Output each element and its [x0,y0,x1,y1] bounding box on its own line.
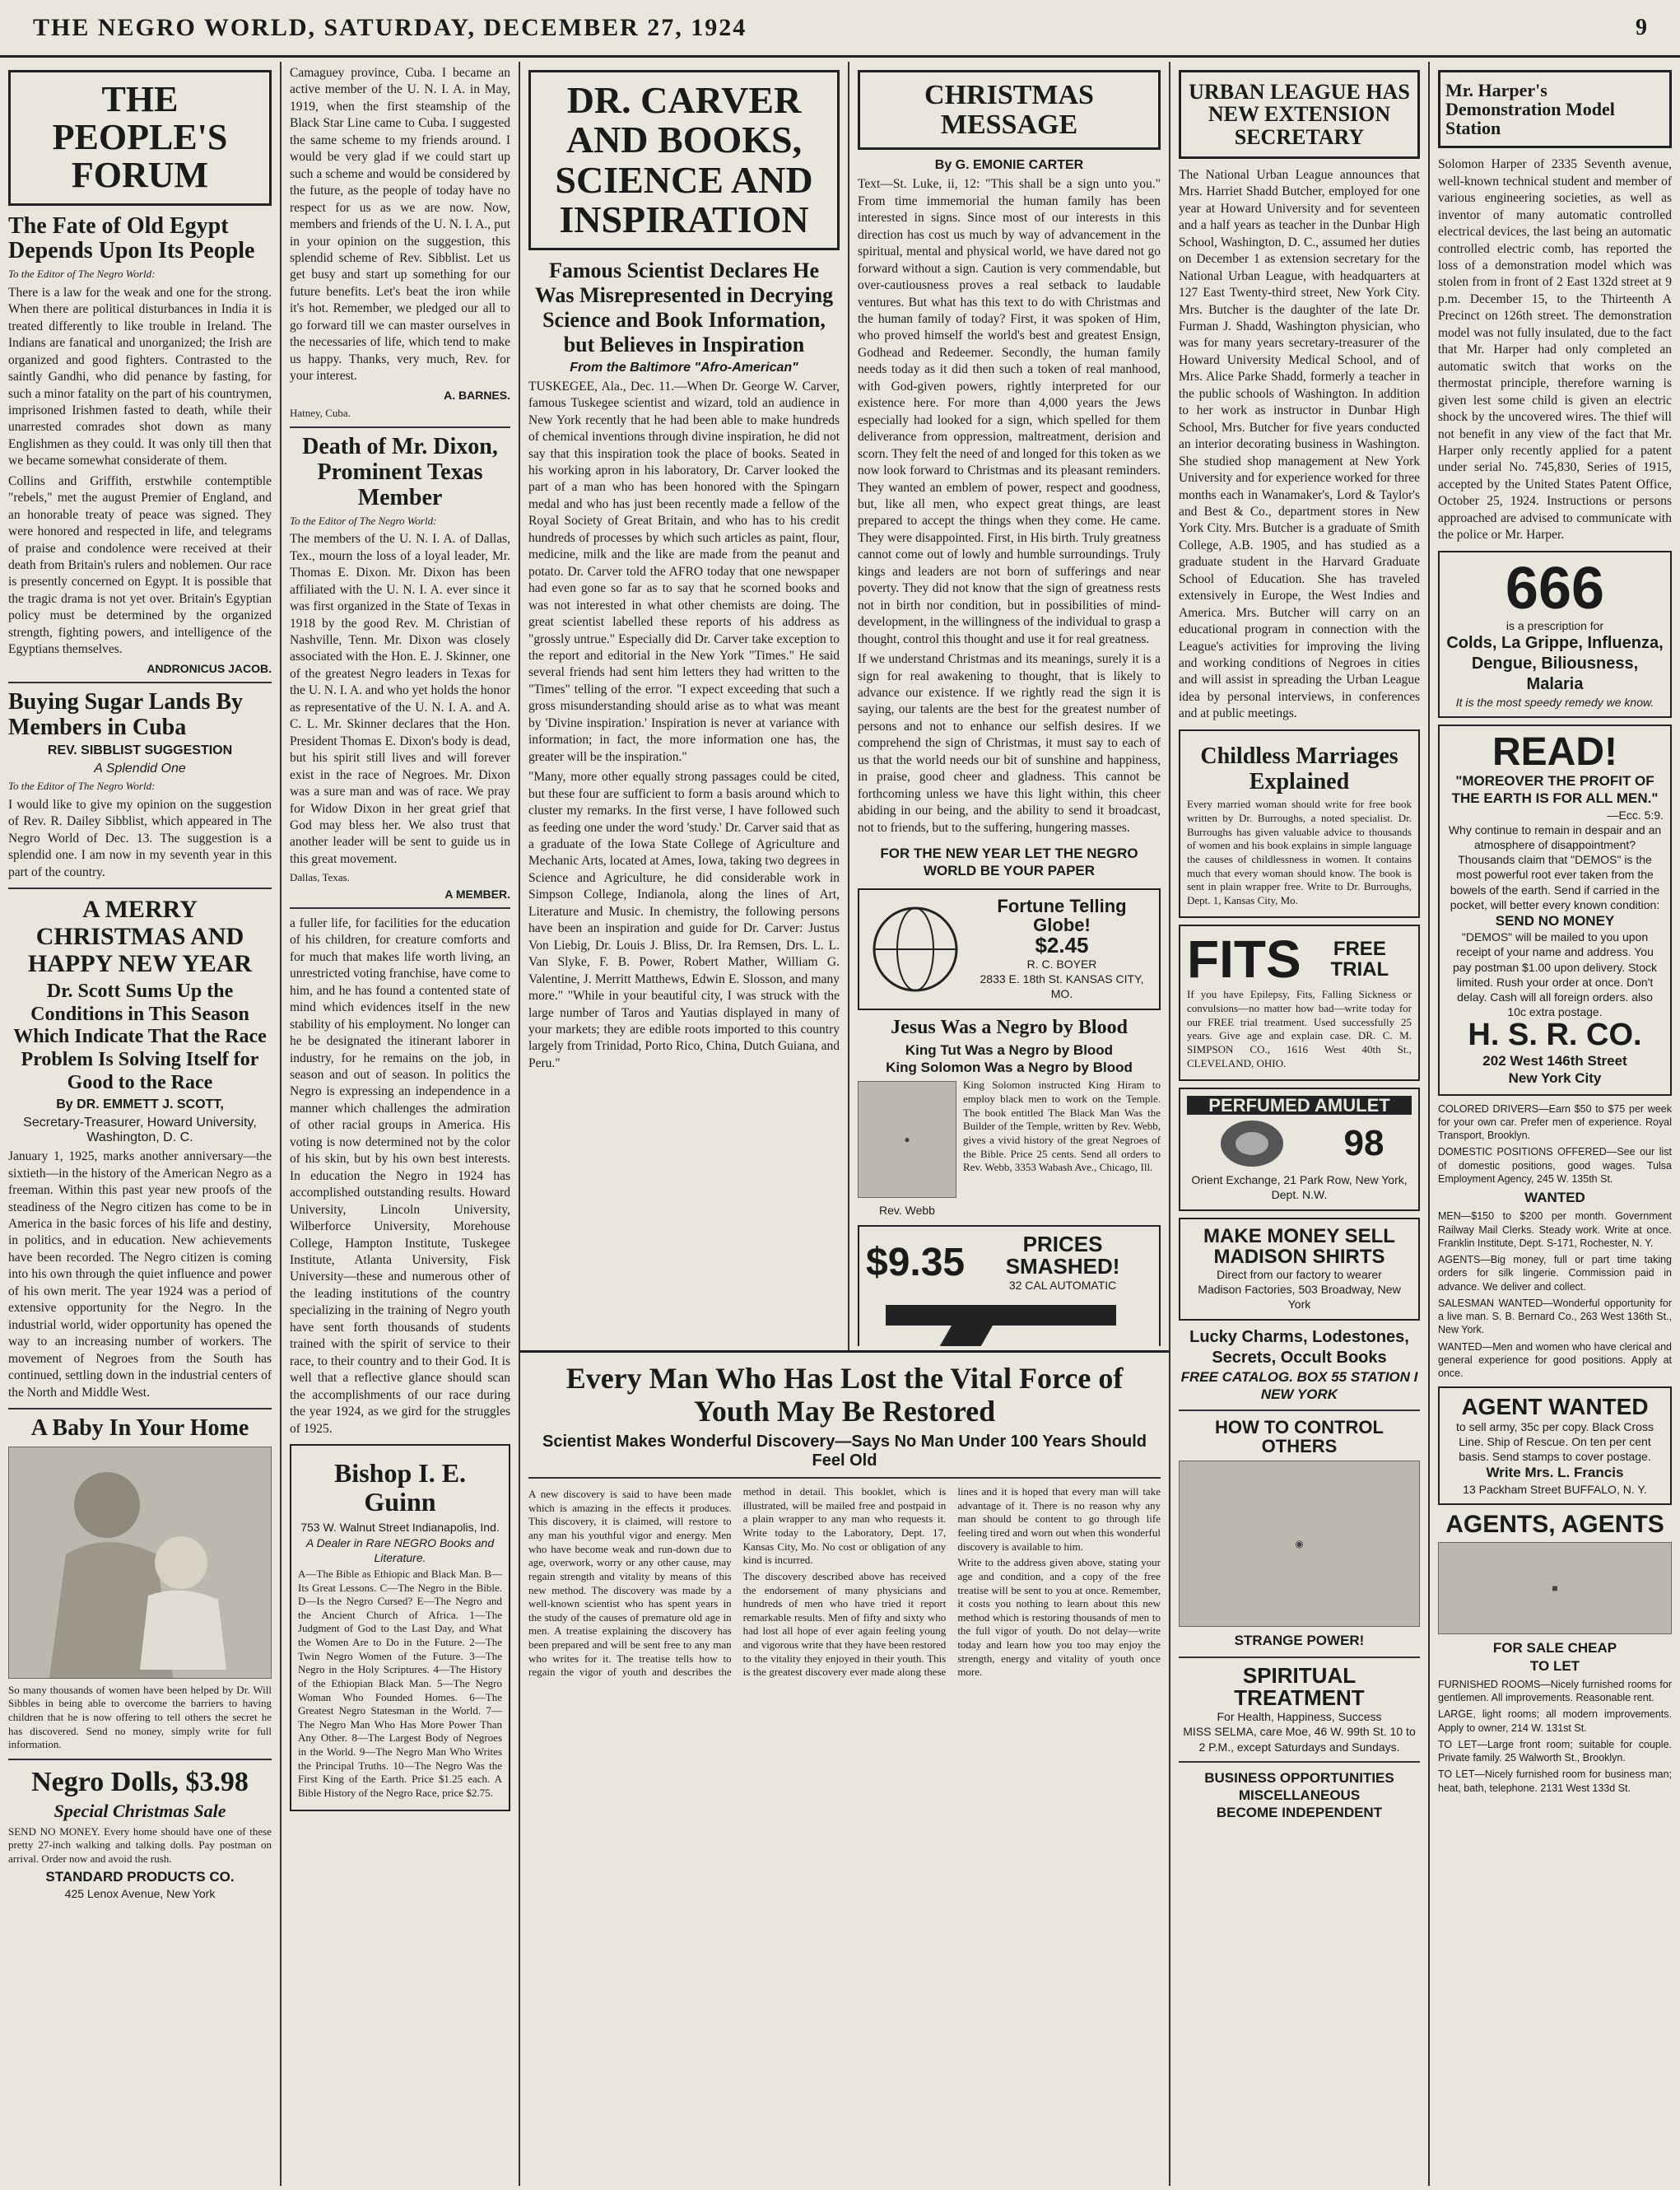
dixon-salutation: To the Editor of The Negro World: [290,514,437,527]
amulet-address: Orient Exchange, 21 Park Row, New York, Dept. N.W. [1191,1173,1408,1202]
globe-icon [866,900,965,999]
classified-item: WANTED—Men and women who have clerical and general experience for good positions. Apply at once. [1438,1340,1672,1380]
fortune-headline: Fortune Telling Globe! [997,895,1127,935]
king-solomon-line: King Solomon Was a Negro by Blood [886,1060,1133,1076]
sugar-subhead-2: A Splendid One [94,762,186,776]
spiritual-subhead: For Health, Happiness, Success [1217,1710,1382,1724]
classified-item: COLORED DRIVERS—Earn $50 to $75 per week for your own car. Prefer men of experience. Royal Transport, Brooklyn. [1438,1102,1672,1142]
carver-subhead: Famous Scientist Declares He Was Misrepresented in Decrying Science and Book Information, but Believes in Inspiration [534,259,834,356]
classified-item: TO LET—Nicely furnished room for business man; heat, bath, telephone. 2131 West 133d St. [1438,1768,1672,1794]
merry-christmas-headline: A MERRY CHRISTMAS AND HAPPY NEW YEAR [27,896,253,978]
spiritual-body: MISS SELMA, care Moe, 46 W. 99th St. 10 to 2 P.M., except Saturdays and Sundays. [1183,1725,1416,1754]
classified-item: AGENTS—Big money, full or part time taking orders for silk lingerie. Commission paid in advance. We deliver and collect. [1438,1254,1672,1293]
classified-item: MEN—$150 to $200 per month. Government Railway Mail Clerks. Steady work. Write at once. Franklin Institute, Dept. S-171, Rochester, N. Y. [1438,1210,1672,1249]
strange-power: STRANGE POWER! [1234,1633,1365,1649]
column-6 [1430,62,1680,2186]
youth-body-3: Write to the address given above, stating your age and condition, and a copy of the free treatise will be sent to you at once. Remember, it costs you nothing to learn about this new method which is restoring thousands of men to the full vigor of youth. Do not delay—write today and learn how you too may enjoy the strength, energy and vitality of youth once more. [957,1556,1161,1679]
dixon-body: The members of the U. N. I. A. of Dallas, Tex., mourn the loss of a loyal leader, Mr. Thomas E. Dixon. Mr. Dixon has been affiliated with the U. N. I. A. ever since it was first organized in the State of Texas in 1918 by the good Rev. M. Christian of Nashville, Tenn. Mr. Dixon was closely associated with the Hon. E. J. Skinner, one of the greatest Negro leaders in Texas for the U. N. I. A. and who yet holds the honor as representative of the U. N. I. A. and A. C. L. Mr. Skinner declares that the Hon. President Thomas E. Dixon's body is dead, but his spirit still lives and will forever exist in the race of Negroes. Mr. Dixon was a sure man and was of race. We pray for Widow Dixon in her great grief that God may bless her. We also trust that another leader will be sent to guide us in this great movement. [290,532,510,866]
lucky-headline: Lucky Charms, Lodestones, Secrets, Occult Books [1189,1327,1409,1367]
amulet-icon [1215,1115,1289,1172]
pistol-icon [866,1293,1152,1346]
forum-title: THE PEOPLE'S FORUM [8,70,272,206]
spiritual-headline: SPIRITUAL TREATMENT [1234,1662,1365,1710]
harper-headline: Mr. Harper's Demonstration Model Station [1438,70,1672,148]
newyear-ad: FOR THE NEW YEAR LET THE NEGRO WORLD BE YOUR PAPER [880,846,1138,879]
classified-item: DOMESTIC POSITIONS OFFERED—See our list of domestic positions, good wages. Tulsa Employment Agency, 245 W. 135th St. [1438,1146,1672,1185]
xmas-headline: CHRISTMAS MESSAGE [858,70,1161,150]
classified-heading: TO LET [1529,1657,1580,1674]
cuba-body: Camaguey province, Cuba. I became an active member of the U. N. I. A. in May, 1919, when the first steamship of the Black Star Line came to Cuba. I suggested the same scheme to my friends around. I would be very glad if we could start up such a scheme and would be considered by the future, as the people of today have no respect for us as we are now. Now, members and friends of the U. N. I. A., put in your opinion on the suggestion, this splendid scheme of Rev. Sibblist. Let us get busy and start up something for our future benefits. Let's beat the iron while it's hot. Remember, we pledged our all to go forward till we can master ourselves in the necessaries of life, which tend to make us happy. Thanks, very much, Rev. for your interest. [290,66,510,384]
scott-byline-title: Secretary-Treasurer, Howard University, Washington, D. C. [23,1116,257,1145]
read-headline: READ! [1492,730,1617,775]
agents-agents-headline: AGENTS, AGENTS [1445,1510,1664,1538]
baby-ad-text: So many thousands of women have been helped by Dr. Will Sibbles in being able to overcome the barriers to having children that he is now offering to tell others the secret he has discovered. Send no money, simply write for full information. [8,1683,272,1751]
harper-body: Solomon Harper of 2335 Seventh avenue, well-known technical student and member of various engineering societies, as well as inventor of many automatic controlled electrical devices, the last being an automatic controlled electric comb, has reported the loss of a demonstration model which was stolen from in front of 2 East 132d street at 9 p.m. December 15, to the Thirteenth A Precinct on 126th street. The demonstration model was not fully insulated, due to the fact that Mr. Harper had only completed an automatic switch that works on the thermostat principle, therefore warning is given lest some child is given an electric shock by the uncovered wires. The thief will not benefit in any view of the fact that Mr. Harper only recently applied for a patent under serial No. 745,830, Series of 1915, accepted by the United States Patent Office, October 25, 1924. Instructions or persons approached are advised to communicate with the police or Mr. Harper. [1438,157,1672,543]
control-illustration [1179,1461,1420,1627]
guinn-headline: Bishop I. E. Guinn [333,1457,467,1517]
guinn-ad [290,1444,510,1811]
urban-body: The National Urban League announces that Mrs. Harriet Shadd Butcher, employed for one year at Howard University and for seventeen and a half years as teacher in the Dunbar High School, Washington, D. C., assumed her duties on December 1 as extension secretary for the National Urban League, with headquarters at 127 East Twenty-third street, New York City. Mrs. Butcher is the daughter of the late Dr. Furman J. Shadd, Washington physician, who was for many years secretary-treasurer of the Howard University Medical School, and of Mrs. Alice Parke Shadd, formerly a teacher in the public schools of Washington. In addition to her work as instructor in Dunbar High School, Mrs. Butcher for five years conducted an interior decorating business in Washington. She studied shop management at New York University and for experience worked for three months each in Wanamaker's, Lord & Taylor's and Best & Co., department stores in New York City. Mrs. Butcher is a graduate of Smith College, A.B. 1905, and has studied as a graduate student in the Harvard Graduate School of Education. She has traveled extensively in Europe, the West Indies and America. Mrs. Butcher will carry on an educational program in connection with the League's activities for improving the living and working conditions of Negroes in cities and will assist in spreading the Urban League idea by personal interviews, in conferences and at public meetings. [1179,167,1420,721]
read-reference: —Ecc. 5:9. [1607,808,1664,822]
page-number: 9 [1636,14,1647,40]
masthead [0,0,1680,58]
dolls-text: SEND NO MONEY. Every home should have one of these pretty 27-inch walking and talking dolls. Pay postman on arrival. Order now and avoid the rush. [8,1824,272,1865]
pistol-headline: PRICES SMASHED! [1005,1231,1120,1279]
amulet-price: 98 [1343,1123,1384,1164]
jesus-headline: Jesus Was a Negro by Blood [891,1016,1128,1038]
carver-body: TUSKEGEE, Ala., Dec. 11.—When Dr. George W. Carver, famous Tuskegee scientist and wizard, told an audience in New York recently that he had been able to make hundreds of chemical inventions through divine inspiration, he did not say that this inspiration took the place of books. Seated in his working apron in his laboratory, Dr. Carver looked the part of a man who has been honored with the Spingarn medal and who has just been recently made a fellow of the Royal Society of Great Britain, and who has to his credit hundreds of processes by which such articles as paint, flour, medicine, milk and the like are made from the peanut and potato. Dr. Carver told the AFRO today that one newspaper had even gone so far as to say that he scorned books and was not interested in what other chemists are doing. The great scientist labelled these reports of his address as "grossly untrue." Especially did Dr. Carver take exception to the report and editorial in the New York "Times." He said several friends had sent him letters they had written to the "Times" telling of the error. "I expect exceeding that such a gross misunderstanding should arise as to what was meant by 'Divine inspiration.' Inspiration is never at variance with information; in fact, the more information one has, the greater will be the inspiration." [528,379,840,764]
sugar-body: I would like to give my opinion on the suggestion of Rev. R. Dailey Sibblist, which appeared in The Negro World of Dec. 13. The suggestion is a splendid one. I am now in my seventh year in this part of the country. [8,797,272,879]
read-send: SEND NO MONEY [1495,912,1615,929]
urban-headline: URBAN LEAGUE HAS NEW EXTENSION SECRETARY [1179,70,1420,159]
dixon-place: Dallas, Texas. [290,871,350,884]
childless-headline: Childless Marriages Explained [1200,743,1398,794]
amulet-ad [1179,1088,1420,1210]
dixon-headline: Death of Mr. Dixon, Prominent Texas Member [302,434,498,510]
carver-body-2: "Many, more other equally strong passages could be cited, but these four are sufficient to form a basis around which to cluster my remarks. In the first verse, I have followed such as feeding one under the word 'study.' Dr. Carver said that as a graduate of the Iowa State College of Agriculture and Mechanic Arts, located at Ames, Iowa, taking two degrees in Science and Agriculture, he did considerable work in Simpson College, Indianola, along the lines of Art, Literature and Music. In chemistry, the following persons have been an inspiration and guide for Dr. Carver: Justus Von Liebig, Dr. Louis J. Bliss, Dr. Ira Remsen, Drs. L. L. Van Slyke, F. B. Power, Robert Mather, William G. Valentine, J. Merritt Matthews, Edwin E. Slosson, and many more." "While in your beautiful city, I was struck with the large number of Taros and Yautias displayed in many of your markets; they are edible roots imported to this country largely from Trinidad, Porto Rico, China, Dutch Guiana, and Peru." [528,770,840,1070]
hsr-city: New York City [1508,1070,1602,1087]
read-quote: "MOREOVER THE PROFIT OF THE EARTH IS FOR ALL MEN." [1451,773,1659,807]
dolls-subhead: Special Christmas Sale [54,1801,226,1822]
classified-item: TO LET—Large front room; suitable for couple. Private family. 25 Walworth St., Brooklyn. [1438,1738,1672,1764]
youth-body: A new discovery is said to have been made which is amazing in the effects it produces. This discovery, it is claimed, will restore to any man his youthful vigor and energy. Men who have become weak and run-down due to age, overwork, worry or any other cause, may regain strength and vitality by means of this new method. The discovery was made by a well-known scientist who has spent years in the study of the causes of premature old age in men. A treatise explaining the discovery has been prepared and will be sent free to any man who writes for it. The treatise tells how to regain the vigor of youth and describes the method in detail. This booklet, which is illustrated, will be mailed free and postpaid in a plain wrapper to any man who requests it. Write today to the Laboratory, Dept. 17, Kansas City, Mo. No cost or obligation of any kind is incurred. [528,1485,947,1679]
baby-headline: A Baby In Your Home [30,1415,249,1441]
independent-headline: BECOME INDEPENDENT [1216,1805,1383,1821]
column-5 [1170,62,1428,2186]
shirts-headline: MAKE MONEY SELL MADISON SHIRTS [1203,1224,1395,1268]
column-1 [0,62,280,2186]
scott-body: January 1, 1925, marks another anniversary—the sixtieth—in the history of the American Negro as a freeman. Within this past year new proofs of the steadiness of the Negro citizen has come to be in America in the basic forces of his life and destiny, in politics, and in education. New achievements have been recorded. The Negro citizen is coming into his own through the quiet influence and power of his own merit. The year 1924 was a period of extensive opportunity for the Negro. In the industrial world, wider opportunity has opened the way to an increasing number of workers. The movement of Negroes from the South has continued, settling down in the industrial centers of the North and Middle West. [8,1149,272,1400]
fortune-ad [858,888,1161,1010]
fortune-company: R. C. BOYER [1026,958,1097,972]
dolls-headline: Negro Dolls, $3.98 [31,1766,249,1797]
mother-and-baby-icon [9,1447,271,1678]
column-3 [520,62,848,1346]
product-icon: ■ [1552,1582,1558,1595]
classified-heading: WANTED [1524,1190,1585,1206]
guinn-subhead: A Dealer in Rare NEGRO Books and Literature. [305,1535,495,1564]
read-body-2: "DEMOS" will be mailed to you upon receipt of your name and address. You pay postman $1.00 upon delivery. Stock limited. Rush your order at once. Don't delay. Cash will all foreign orders. also 10c extra postage. [1452,930,1657,1019]
pistol-price: $9.35 [866,1241,966,1285]
fits-free-trial: FREE TRIAL [1330,938,1389,981]
agent-headline: AGENT WANTED [1461,1394,1649,1420]
xmas-body-2: If we understand Christmas and its meanings, surely it is a sign for real awakening to thought, that is likely to advance our existence. If we rightly read the sign it is saying, our talents are the best for the greatest number of persons and not to enhance our selfish desires. If we comprehend the sign of Christmas, it must say to each of us that the world needs our bit of sunshine and happiness, in praise, good cheer and gladness. This cannot be forthcoming unless we have this light within, this cheer abiding in our being, and the ability to send it broadcast, not to friends, but to the suffering, hungering masses. [858,652,1161,835]
egypt-salutation: To the Editor of The Negro World: [8,268,156,281]
childless-ad [1179,729,1420,919]
classified-heading: FOR SALE CHEAP [1492,1640,1617,1656]
ad-666-ills: Colds, La Grippe, Influenza, Dengue, Biliousness, Malaria [1446,633,1664,693]
pistol-subhead: 32 CAL AUTOMATIC [1008,1279,1117,1293]
hsr-address: 202 West 146th Street [1482,1053,1627,1069]
scott-byline: By DR. EMMETT J. SCOTT, [56,1097,224,1112]
carver-source: From the Baltimore "Afro-American" [570,360,798,375]
classified-item: LARGE, light rooms; all modern improvements. Apply to owner, 214 W. 131st St. [1438,1708,1672,1734]
fits-headline: FITS [1187,930,1301,990]
read-body: Why continue to remain in despair and an atmosphere of disappointment? Thousands claim that "DEMOS" is the most powerful root ever taken from the bowels of the earth. Send if carried in the pocket, will better every known condition: [1448,822,1662,911]
fits-ad [1179,925,1420,1081]
agent-write: Write Mrs. L. Francis [1486,1465,1624,1481]
sugar-subhead: REV. SIBBLIST SUGGESTION [47,743,233,758]
webb-body: King Solomon instructed King Hiram to employ black men to work on the Temple. The book entitled The Black Man Was the Builder of the Temple, written by Rev. Webb, gives a vivid history of the great Negroes of the Bible. Price 25 cents. Send all orders to Rev. Webb, 3353 Wabash Ave., Chicago, Ill. [963,1079,1161,1174]
sugar-salutation: To the Editor of The Negro World: [8,780,156,793]
ad-666-number: 666 [1505,555,1605,622]
lucky-subhead: FREE CATALOG. BOX 55 STATION I NEW YORK [1180,1368,1418,1402]
read-ad [1438,725,1672,1096]
portrait-photo [858,1081,956,1198]
mother-and-baby-illustration [8,1447,272,1679]
ad-666 [1438,551,1672,718]
shirts-ad [1179,1218,1420,1321]
classified-item: FURNISHED ROOMS—Nicely furnished rooms for gentlemen. All improvements. Reasonable rent. [1438,1678,1672,1704]
youth-story [520,1350,1169,2186]
egypt-headline: The Fate of Old Egypt Depends Upon Its People [8,212,255,264]
egypt-body-2: Collins and Griffith, erstwhile contemptible "rebels," met the august Premier of England, and an honorable treaty of peace was signed. They were honored and respected in life, and telegrams of praise and condolence were received at their death from Britain's rulers and noblemen. Our race is presently concerned on Egypt. It is possible that the tragic drama is not yet over. Britain's Egyptian policy must be determined by the organized strength, fighting powers, and intelligence of the Egyptians themselves. [8,473,272,657]
guinn-body: A—The Bible as Ethiopic and Black Man. B—Its Great Lessons. C—The Negro in the Bible. D—Is the Negro Cursed? E—The Negro and the Ancient Church of Africa. 1—The Judgment of God to the Last Day, and What the Women Are to Do in the Future. 2—The Twin Negro Women of the Future. 3—The Negro in the Holy Scriptures. 4—The History of the Ethiopian Black Man. 5—The Negro Woman Who Founded Homes. 6—The Greatest Negro Statesman in the World. 7—The Negro Man Who Has More Power Than Any Other. 8—The Largest Body of Negroes in the World. 9—The Negro Man Who Writes the Principal Truths. 10—The Negro Was the First King of the Earth. Price $1.25 each. A Bible History of the Negro Race, price $2.75. [298,1567,502,1799]
dixon-signature: A MEMBER. [444,887,510,901]
guinn-address: 753 W. Walnut Street Indianapolis, Ind. [300,1521,500,1535]
agent-wanted-ad [1438,1386,1672,1504]
ad-666-subhead: is a prescription for [1505,618,1604,632]
carver-headline: DR. CARVER AND BOOKS, SCIENCE AND INSPIRATION [528,70,840,250]
youth-subhead: Scientist Makes Wonderful Discovery—Says No Man Under 100 Years Should Feel Old [542,1433,1147,1470]
dolls-address: 425 Lenox Avenue, New York [64,1886,216,1900]
agents-illustration [1438,1542,1672,1634]
hsr-headline: H. S. R. CO. [1468,1018,1642,1053]
scott-continued: a fuller life, for facilities for the education of his children, for creature comforts and for much that makes life worth living, an unrestricted voting franchise, have come to him, and he has found a contented state of mind which evidences itself in the new stability of his employment. No longer can he be designated the itinerant laborer in industry, for he remains on the job, in season and out of season. In politics the Negro is expressing an independence in a manner which challenges the admiration of other racial groups in America. His voting is now determined not by the color of his skin, but by his own best interests. In education the Negro in 1924 has accomplished outstanding results. Howard University, Lincoln University, Wilberforce University, Morehouse College, Hampton Institute, Tuskegee Institute, Atlanta University, Fisk University—these and numerous other of the leading institutions of the country specializing in the training of Negro youth have sent forth thousands of students trained with the spirit of service to their race, to their country and to their God. It is well that a reflective glance should scan the accomplishments of our race during the year 1924, as we gird for the struggles of 1925. [290,916,510,1436]
agent-body: to sell army, 35c per copy. Black Cross Line. Ship of Rescue. On ten per cent basis. Send stamps to cover postage. [1456,1419,1654,1464]
column-2 [282,62,519,2186]
scott-headline: Dr. Scott Sums Up the Conditions in This Season Which Indicate That the Race Problem Is Solving Itself for Good to the Race [13,981,267,1093]
agent-address: 13 Packham Street BUFFALO, N. Y. [1463,1482,1647,1496]
misc-headline: MISCELLANEOUS [1238,1787,1361,1803]
control-headline: HOW TO CONTROL OTHERS [1215,1417,1384,1457]
pistol-ad [858,1225,1161,1346]
webb-name: Rev. Webb [879,1204,935,1218]
fortune-price: $2.45 [1035,932,1089,958]
classified-item: SALESMAN WANTED—Wonderful opportunity for a live man. S. B. Bernard Co., 263 West 136th St., New York. [1438,1297,1672,1336]
business-headline: BUSINESS OPPORTUNITIES [1204,1769,1394,1786]
shirts-address: Madison Factories, 503 Broadway, New York [1198,1283,1401,1312]
masthead-title: THE NEGRO WORLD, SATURDAY, DECEMBER 27, 1924 [33,13,747,41]
sugar-headline: Buying Sugar Lands By Members in Cuba [8,688,244,740]
cuba-place: Hatney, Cuba. [290,406,351,419]
xmas-byline: By G. EMONIE CARTER [934,158,1084,173]
fits-body: If you have Epilepsy, Fits, Falling Sickness or convulsions—no matter how bad—write today for our FREE trial treatment. Used successfully 25 years. Give age and explain case. DR. C. M. SIMPSON CO., 1616 West 40th St., CLEVELAND, OHIO. [1187,988,1412,1069]
egypt-body: There is a law for the weak and one for the strong. When there are political disturbances in India it is treated differently to like trouble in Ireland. The Indians are fanatical and unorganized; the Irish are organized and good fighters. Contrasted to the saintly Gandhi, who did penance by fasting, for such a minor fatality on the part of his countrymen, imprisoned Irishmen fasted to death, while their unarrested comrades shot down as many Englishmen as they could. It was only till then that we became somewhat considerate of them. [8,285,272,468]
xmas-body: Text—St. Luke, ii, 12: "This shall be a sign unto you." From time immemorial the human family has been interested in signs. Since most of our interests in this direction has cost us much by way of advancement in the spiritual, mental and physical world, we have dared not go forward without a sign. Caution is very commendable, but over-cautiousness proves a real setback to laudable ventures. But what has this text to do with Christmas and the human family of today? First, it was spoken of Him, who proved himself the world's best and greatest Ensign, Godhead and Redeemer. Secondly, the human family needs today as it did then such a token of real manhood, with God-given powers, rightly interpreted for our existence here. For more than 4,000 years the Jews especially had looked for a sign, which spelled for them deliverance from oppression, maltreatment, derision and scorn. They felt the need of and longed for this token as we now look forward to Christmas and its pleasant reminders. They wanted an emblem of power, respect and goodness, but, like all men, who expect great things, are least prepared to accept the things when they come. He came. They were disappointed. First, in His birth. Truly greatness cannot come out of lowly and humble surroundings. Truly kings and leaders are not born of sufferings and near poverty. They did not know that the sign of greatness rests not in birth nor condition, but in possibilities of mind-development, in the willingness of the individual to grasp a thought, control this thought and use it for real greatness. [858,177,1161,646]
portrait-icon: ● [904,1134,910,1146]
youth-columns [528,1485,1161,1680]
shirts-subhead: Direct from our factory to wearer [1217,1268,1382,1282]
column-4 [849,62,1169,1346]
ad-666-end: It is the most speedy remedy we know. [1455,695,1654,709]
childless-body: Every married woman should write for free book written by Dr. Burroughs, a noted specialist. Dr. Burroughs has given valuable advice to thousands of women and his book explains in simple language the causes of childlessness in women. It contains much that every woman should know. The book is sent in plain wrapper free. Write to Dr. Burroughs, Dept. 1, Kansas City, Mo. [1187,798,1412,906]
amulet-headline: PERFUMED AMULET [1187,1096,1412,1115]
egypt-signature: ANDRONICUS JACOB. [147,661,272,675]
youth-headline: Every Man Who Has Lost the Vital Force of Youth May Be Restored [565,1362,1124,1428]
youth-body-2: The discovery described above has received the endorsement of many physicians and hundreds of men who have tried it report remarkable results. Men of fifty and sixty who had lost all hope of ever again feeling young and vigorous write that they have been restored to the vitality they enjoyed in their youth. This is the greatest discovery ever made along these lines and it is hoped that every man will take advantage of it. There is no reason why any man should be content to go through life feeling tired and worn out when this wonderful discovery is available to him. [742,1485,1161,1679]
eye-icon: ◉ [1295,1538,1304,1550]
cuba-signature: A. BARNES. [444,388,510,402]
fortune-address: 2833 E. 18th St. KANSAS CITY, MO. [980,972,1144,1001]
dolls-company: STANDARD PRODUCTS CO. [45,1869,235,1885]
king-tut-line: King Tut Was a Negro by Blood [905,1041,1114,1058]
webb-ad [858,1076,1161,1218]
